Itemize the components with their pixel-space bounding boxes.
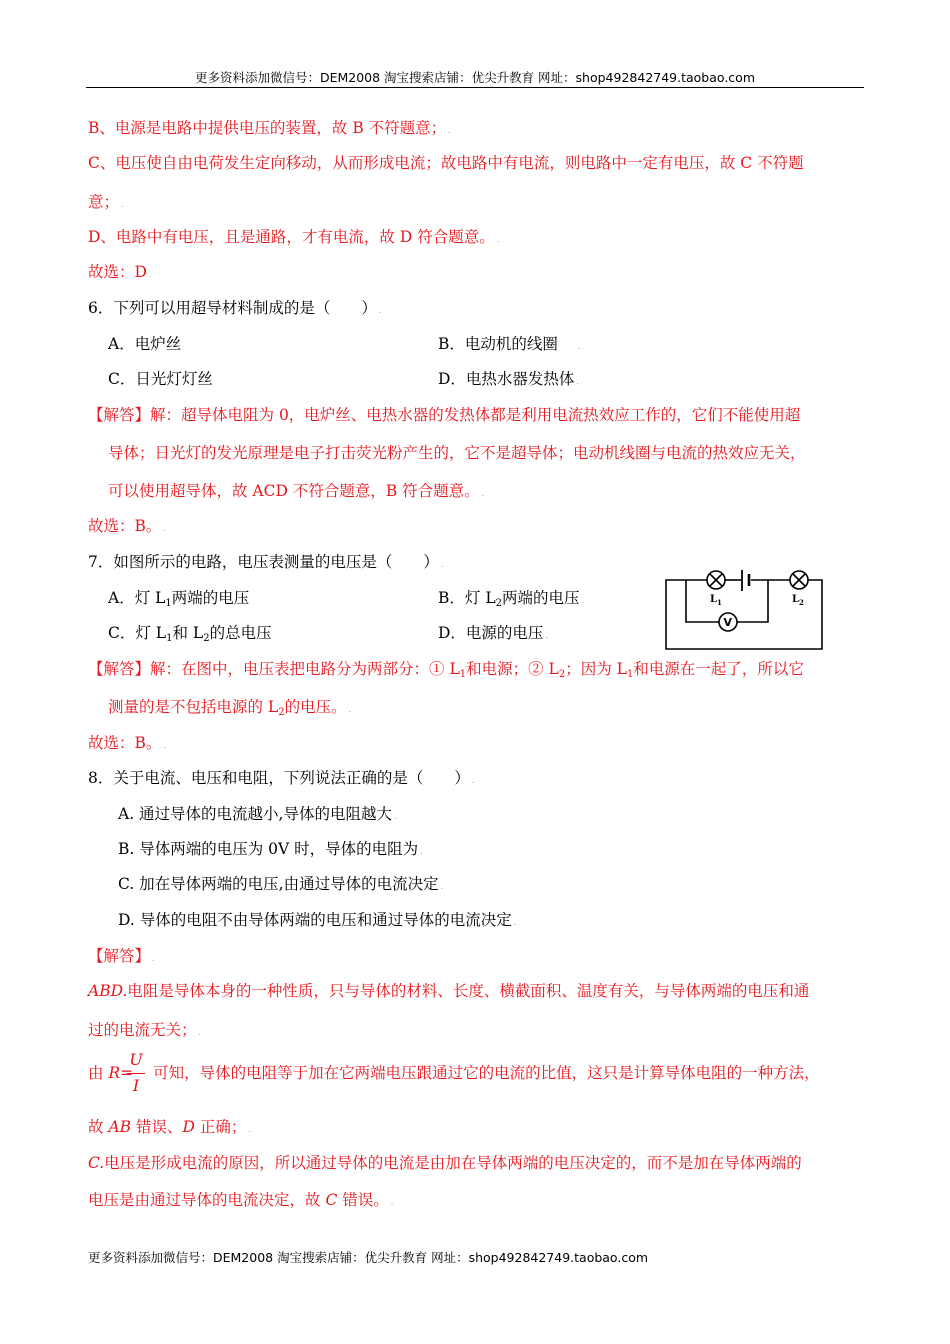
- q8-option-d: D. 导体的电阻不由导体两端的电压和通过导体的电流决定 .: [118, 911, 517, 929]
- q7-answer: 故选：B。 .: [88, 734, 166, 752]
- q8-abd-explanation-cont: 过的电流无关； .: [88, 1021, 202, 1039]
- circuit-diagram: [662, 565, 826, 651]
- q8-option-b: B. 导体两端的电压为 0V 时，导体的电阻为 .: [118, 840, 423, 858]
- q7-solution: 【解答】解：在图中，电压表把电路分为两部分：① $L_1$和电源；② $L_2$；因为 $L_1$和电源在一起了，所以它: [88, 660, 804, 680]
- q5-option-b-explanation: B、电源是电路中提供电压的装置，故 B 不符题意； .: [88, 119, 451, 137]
- fraction-numerator: U: [129, 1050, 143, 1069]
- header-divider: [86, 87, 864, 88]
- q7-option-d: D．电源的电压 .: [438, 624, 548, 642]
- q8-option-c: C. 加在导体两端的电压,由通过导体的电流决定 .: [118, 875, 444, 893]
- q6-option-a: A．电炉丝: [108, 335, 182, 353]
- q7-solution-cont: 测量的是不包括电源的 $L_2$的电压。 .: [108, 698, 352, 718]
- fraction-denominator: I: [132, 1076, 140, 1095]
- q8-abd-explanation: ABD.电阻是导体本身的一种性质，只与导体的材料、长度、横截面积、温度有关，与导体两端的电压和通: [88, 982, 810, 1000]
- q6-stem: 6．下列可以用超导材料制成的是（ ） .: [88, 299, 382, 317]
- q5-option-d-explanation: D、电路中有电压，且是通路，才有电流，故 D 符合题意。 .: [88, 228, 500, 246]
- q8-c-explanation: C.电压是形成电流的原因，所以通过导体的电流是由加在导体两端的电压决定的，而不是加在导体两端的: [88, 1154, 802, 1172]
- q6-option-c: C．日光灯灯丝: [108, 370, 213, 388]
- q8-c-explanation-cont: 电压是由通过导体的电流决定，故 C 错误。 .: [88, 1191, 394, 1209]
- solution-tag: 【解答】: [88, 660, 151, 678]
- q7-option-b: B．灯 $L_2$两端的电压 .: [438, 589, 585, 609]
- q6-option-b: B．电动机的线圈 .: [438, 335, 581, 353]
- page-header: 更多资料添加微信号：DEM2008 淘宝搜索店铺：优尖升教育 网址：shop492842749.taobao.com: [194, 70, 756, 85]
- q8-stem: 8．关于电流、电压和电阻，下列说法正确的是（ ） .: [88, 769, 475, 787]
- q7-option-c: C．灯 $L_1$和 $L_2$的总电压: [108, 624, 272, 644]
- q7-stem: 7．如图所示的电路，电压表测量的电压是（ ） .: [88, 553, 444, 571]
- outer-wire: [666, 580, 822, 649]
- lamp-l1-label: $L_1$: [710, 594, 722, 607]
- q7-option-a: A．灯 $L_1$两端的电压: [108, 589, 250, 609]
- q6-solution-cont: 可以使用超导体，故 ACD 不符合题意，B 符合题意。 .: [108, 482, 485, 500]
- page-footer: 更多资料添加微信号：DEM2008 淘宝搜索店铺：优尖升教育 网址：shop492842749.taobao.com: [88, 1250, 649, 1265]
- q5-option-c-explanation: C、电压使自由电荷发生定向移动，从而形成电流；故电路中有电流，则电路中一定有电压，故 C 不符题: [88, 154, 804, 172]
- q6-option-d: D．电热水器发热体 .: [438, 370, 579, 388]
- q8-ab-conclusion: 故 AB 错误、D 正确； .: [88, 1118, 251, 1136]
- q8-formula-line: 由 R= 可知，导体的电阻等于加在它两端电压跟通过它的电流的比值，这只是计算导体电阻的一种方法，: [88, 1064, 820, 1082]
- q6-solution: 【解答】解：超导体电阻为 0，电炉丝、电热水器的发热体都是利用电流热效应工作的，它们不能使用超: [88, 406, 801, 424]
- q5-option-c-explanation-cont: 意； .: [88, 193, 124, 211]
- q8-solution-tag: 【解答】 .: [88, 947, 155, 965]
- lamp-l2-label: $L_2$: [792, 594, 804, 607]
- q6-answer: 故选：B。 .: [88, 517, 166, 535]
- voltmeter-label: V: [723, 616, 733, 629]
- q6-solution-cont: 导体；日光灯的发光原理是电子打击荧光粉产生的，它不是超导体；电动机线圈与电流的热效应无关，: [108, 444, 806, 462]
- fraction-bar: [127, 1073, 145, 1074]
- solution-tag: 【解答】: [88, 406, 151, 424]
- q5-answer: 故选：D .: [88, 263, 152, 281]
- q8-option-a: A. 通过导体的电流越小,导体的电阻越大 .: [118, 805, 397, 823]
